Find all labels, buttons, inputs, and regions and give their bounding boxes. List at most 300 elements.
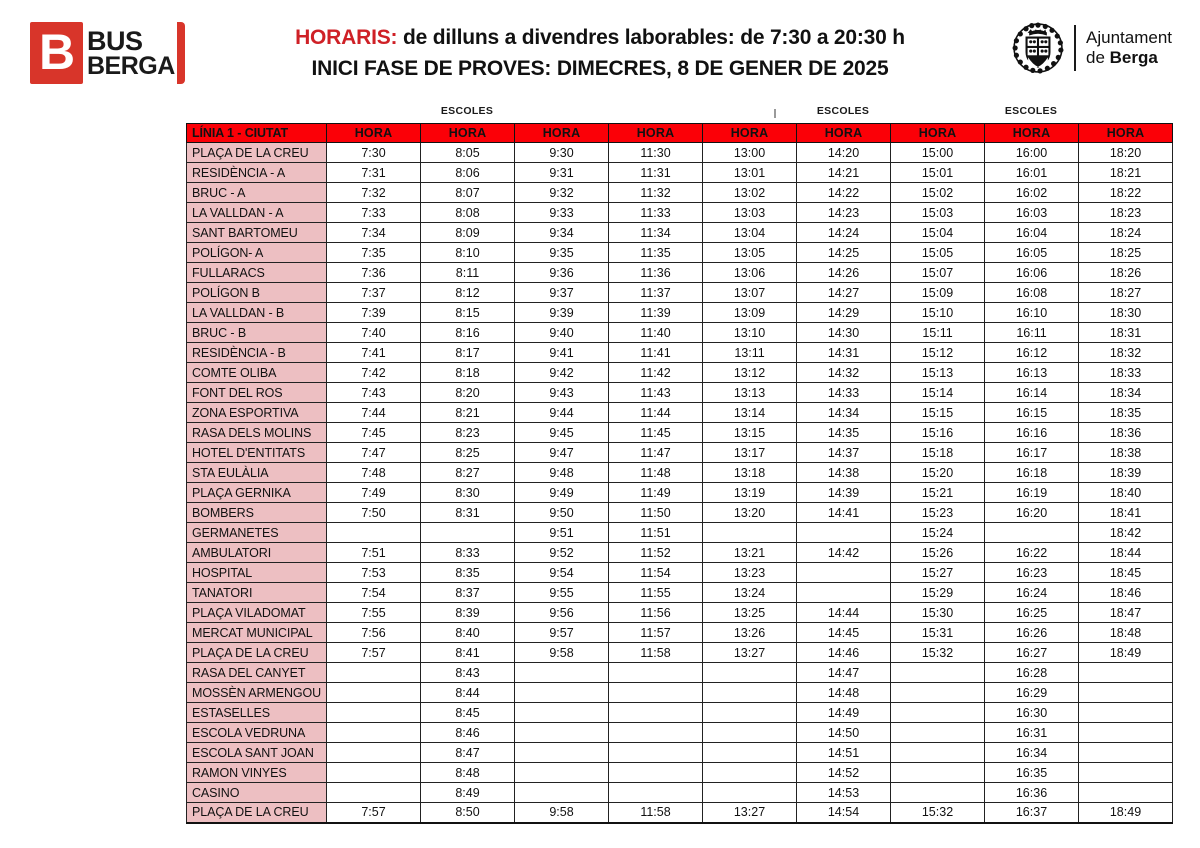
time-cell	[891, 683, 985, 703]
time-cell: 14:42	[797, 543, 891, 563]
table-row	[187, 363, 1173, 383]
time-cell: 14:38	[797, 463, 891, 483]
time-cell: 18:49	[1079, 643, 1173, 663]
column-header-hora-3: HORA	[515, 124, 609, 143]
table-row	[187, 603, 1173, 623]
time-cell: 18:20	[1079, 143, 1173, 163]
table-row	[187, 703, 1173, 723]
time-cell: 9:48	[515, 463, 609, 483]
time-cell: 7:31	[327, 163, 421, 183]
time-cell: 7:34	[327, 223, 421, 243]
time-cell: 8:15	[421, 303, 515, 323]
time-cell	[891, 763, 985, 783]
time-cell: 15:32	[891, 803, 985, 823]
table-row	[187, 423, 1173, 443]
time-cell: 15:23	[891, 503, 985, 523]
table-row	[187, 443, 1173, 463]
stop-name-cell: AMBULATORI	[187, 543, 327, 563]
timetable-header-row	[187, 124, 1173, 143]
table-row	[187, 403, 1173, 423]
table-row	[187, 183, 1173, 203]
time-cell: 18:49	[1079, 803, 1173, 823]
time-cell: 9:37	[515, 283, 609, 303]
time-cell: 11:36	[609, 263, 703, 283]
time-cell: 14:49	[797, 703, 891, 723]
time-cell: 18:34	[1079, 383, 1173, 403]
time-cell: 15:14	[891, 383, 985, 403]
table-row	[187, 263, 1173, 283]
time-cell	[1079, 763, 1173, 783]
time-cell: 11:35	[609, 243, 703, 263]
time-cell: 7:36	[327, 263, 421, 283]
time-cell: 15:30	[891, 603, 985, 623]
time-cell	[703, 683, 797, 703]
time-cell: 14:53	[797, 783, 891, 803]
time-cell: 8:44	[421, 683, 515, 703]
time-cell: 13:10	[703, 323, 797, 343]
time-cell: 16:05	[985, 243, 1079, 263]
time-cell: 11:33	[609, 203, 703, 223]
time-cell: 11:56	[609, 603, 703, 623]
time-cell: 11:57	[609, 623, 703, 643]
logo-b-square	[30, 22, 83, 84]
ajuntament-berga: Berga	[1109, 48, 1158, 67]
time-cell: 13:09	[703, 303, 797, 323]
time-cell: 9:39	[515, 303, 609, 323]
time-cell: 15:32	[891, 643, 985, 663]
table-row	[187, 743, 1173, 763]
time-cell: 14:54	[797, 803, 891, 823]
time-cell: 8:18	[421, 363, 515, 383]
table-row	[187, 343, 1173, 363]
berga-crest-icon	[1012, 22, 1064, 74]
time-cell: 9:41	[515, 343, 609, 363]
time-cell: 11:55	[609, 583, 703, 603]
time-cell: 16:27	[985, 643, 1079, 663]
stop-name-cell: PLAÇA DE LA CREU	[187, 643, 327, 663]
time-cell: 13:02	[703, 183, 797, 203]
stop-name-cell: RASA DELS MOLINS	[187, 423, 327, 443]
time-cell	[1079, 663, 1173, 683]
time-cell: 15:15	[891, 403, 985, 423]
time-cell	[703, 743, 797, 763]
time-cell: 13:20	[703, 503, 797, 523]
stop-name-cell: MOSSÈN ARMENGOU	[187, 683, 327, 703]
time-cell: 15:02	[891, 183, 985, 203]
time-cell: 15:21	[891, 483, 985, 503]
time-cell: 14:34	[797, 403, 891, 423]
time-cell	[515, 783, 609, 803]
table-row	[187, 683, 1173, 703]
time-cell	[515, 723, 609, 743]
time-cell: 7:57	[327, 643, 421, 663]
time-cell: 16:36	[985, 783, 1079, 803]
time-cell: 18:44	[1079, 543, 1173, 563]
time-cell: 18:40	[1079, 483, 1173, 503]
time-cell: 13:23	[703, 563, 797, 583]
time-cell: 14:22	[797, 183, 891, 203]
time-cell	[609, 663, 703, 683]
time-cell	[891, 703, 985, 723]
logo-word-bus: BUS	[86, 25, 143, 56]
timetable-body	[187, 143, 1173, 823]
table-row	[187, 783, 1173, 803]
time-cell	[1079, 783, 1173, 803]
table-row	[187, 283, 1173, 303]
time-cell: 16:28	[985, 663, 1079, 683]
time-cell: 15:27	[891, 563, 985, 583]
table-row	[187, 323, 1173, 343]
time-cell: 9:32	[515, 183, 609, 203]
table-row	[187, 203, 1173, 223]
time-cell: 15:29	[891, 583, 985, 603]
stop-name-cell: ESCOLA SANT JOAN	[187, 743, 327, 763]
column-header-hora-9: HORA	[1079, 124, 1173, 143]
time-cell: 16:34	[985, 743, 1079, 763]
table-row	[187, 623, 1173, 643]
column-header-line: LÍNIA 1 - CIUTAT	[187, 124, 327, 143]
time-cell: 11:43	[609, 383, 703, 403]
time-cell: 14:29	[797, 303, 891, 323]
stop-name-cell: RASA DEL CANYET	[187, 663, 327, 683]
time-cell: 8:31	[421, 503, 515, 523]
time-cell: 8:50	[421, 803, 515, 823]
time-cell: 11:44	[609, 403, 703, 423]
time-cell: 13:25	[703, 603, 797, 623]
time-cell: 7:44	[327, 403, 421, 423]
time-cell: 14:45	[797, 623, 891, 643]
time-cell: 8:11	[421, 263, 515, 283]
column-header-hora-5: HORA	[703, 124, 797, 143]
time-cell: 16:08	[985, 283, 1079, 303]
time-cell: 9:47	[515, 443, 609, 463]
time-cell: 15:07	[891, 263, 985, 283]
time-cell: 16:30	[985, 703, 1079, 723]
time-cell: 18:35	[1079, 403, 1173, 423]
escoles-label: ESCOLES	[816, 105, 870, 117]
time-cell: 16:26	[985, 623, 1079, 643]
time-cell	[703, 723, 797, 743]
time-cell	[327, 523, 421, 543]
stop-name-cell: PLAÇA DE LA CREU	[187, 143, 327, 163]
time-cell: 7:42	[327, 363, 421, 383]
time-cell: 7:48	[327, 463, 421, 483]
time-cell: 11:42	[609, 363, 703, 383]
time-cell: 9:36	[515, 263, 609, 283]
time-cell: 8:47	[421, 743, 515, 763]
time-cell: 9:58	[515, 643, 609, 663]
time-cell: 11:49	[609, 483, 703, 503]
time-cell: 7:55	[327, 603, 421, 623]
time-cell: 18:22	[1079, 183, 1173, 203]
logo-wordmark	[83, 22, 175, 84]
stop-name-cell: GERMANETES	[187, 523, 327, 543]
time-cell: 11:30	[609, 143, 703, 163]
table-row	[187, 663, 1173, 683]
time-cell: 7:41	[327, 343, 421, 363]
time-cell	[327, 683, 421, 703]
time-cell: 16:29	[985, 683, 1079, 703]
time-cell: 18:41	[1079, 503, 1173, 523]
time-cell: 18:46	[1079, 583, 1173, 603]
time-cell: 9:58	[515, 803, 609, 823]
time-cell	[515, 703, 609, 723]
time-cell: 8:10	[421, 243, 515, 263]
time-cell	[327, 703, 421, 723]
column-header-hora-8: HORA	[985, 124, 1079, 143]
escoles-label: ESCOLES	[1004, 105, 1058, 117]
time-cell: 16:06	[985, 263, 1079, 283]
time-cell: 7:30	[327, 143, 421, 163]
time-cell: 15:11	[891, 323, 985, 343]
time-cell: 16:24	[985, 583, 1079, 603]
time-cell: 16:12	[985, 343, 1079, 363]
time-cell: 9:40	[515, 323, 609, 343]
title-highlight: HORARIS:	[295, 26, 398, 49]
table-row	[187, 563, 1173, 583]
time-cell	[609, 683, 703, 703]
time-cell: 14:47	[797, 663, 891, 683]
time-cell: 18:48	[1079, 623, 1173, 643]
time-cell: 15:05	[891, 243, 985, 263]
time-cell: 14:26	[797, 263, 891, 283]
time-cell: 14:30	[797, 323, 891, 343]
time-cell	[327, 763, 421, 783]
time-cell: 14:44	[797, 603, 891, 623]
time-cell: 13:24	[703, 583, 797, 603]
time-cell: 18:27	[1079, 283, 1173, 303]
time-cell: 14:32	[797, 363, 891, 383]
time-cell: 14:20	[797, 143, 891, 163]
time-cell: 13:15	[703, 423, 797, 443]
time-cell: 14:23	[797, 203, 891, 223]
time-cell	[797, 563, 891, 583]
time-cell: 13:18	[703, 463, 797, 483]
time-cell: 18:23	[1079, 203, 1173, 223]
time-cell: 7:53	[327, 563, 421, 583]
table-row	[187, 803, 1173, 823]
stop-name-cell: POLÍGON B	[187, 283, 327, 303]
stop-name-cell: TANATORI	[187, 583, 327, 603]
time-cell: 9:54	[515, 563, 609, 583]
logo-red-bar	[177, 22, 185, 84]
time-cell: 7:51	[327, 543, 421, 563]
time-cell: 8:16	[421, 323, 515, 343]
ajuntament-de: de	[1086, 48, 1110, 67]
time-cell: 8:20	[421, 383, 515, 403]
time-cell: 16:16	[985, 423, 1079, 443]
time-cell: 8:37	[421, 583, 515, 603]
time-cell: 16:15	[985, 403, 1079, 423]
time-cell: 14:21	[797, 163, 891, 183]
time-cell: 8:25	[421, 443, 515, 463]
stop-name-cell: PLAÇA DE LA CREU	[187, 803, 327, 823]
time-cell	[515, 663, 609, 683]
time-cell	[703, 663, 797, 683]
time-cell: 16:14	[985, 383, 1079, 403]
time-cell: 14:37	[797, 443, 891, 463]
time-cell: 8:43	[421, 663, 515, 683]
time-cell: 11:52	[609, 543, 703, 563]
time-cell: 15:18	[891, 443, 985, 463]
column-header-hora-6: HORA	[797, 124, 891, 143]
column-header-hora-7: HORA	[891, 124, 985, 143]
time-cell: 16:18	[985, 463, 1079, 483]
time-cell: 18:38	[1079, 443, 1173, 463]
ajuntament-line1: Ajuntament	[1086, 27, 1172, 47]
time-cell: 7:32	[327, 183, 421, 203]
time-cell	[703, 523, 797, 543]
time-cell: 7:49	[327, 483, 421, 503]
page-header	[0, 0, 1200, 100]
time-cell: 9:56	[515, 603, 609, 623]
time-cell: 8:27	[421, 463, 515, 483]
time-cell: 11:34	[609, 223, 703, 243]
time-cell: 8:40	[421, 623, 515, 643]
table-row	[187, 223, 1173, 243]
time-cell: 9:55	[515, 583, 609, 603]
time-cell	[1079, 703, 1173, 723]
time-cell: 11:50	[609, 503, 703, 523]
time-cell: 8:39	[421, 603, 515, 623]
time-cell: 7:45	[327, 423, 421, 443]
time-cell: 7:40	[327, 323, 421, 343]
stop-name-cell: LA VALLDAN - B	[187, 303, 327, 323]
time-cell: 11:45	[609, 423, 703, 443]
time-cell: 15:03	[891, 203, 985, 223]
time-cell: 15:31	[891, 623, 985, 643]
time-cell	[985, 523, 1079, 543]
table-row	[187, 763, 1173, 783]
time-cell: 9:44	[515, 403, 609, 423]
time-cell: 13:11	[703, 343, 797, 363]
time-cell: 18:47	[1079, 603, 1173, 623]
stop-name-cell: LA VALLDAN - A	[187, 203, 327, 223]
time-cell	[891, 743, 985, 763]
ajuntament-text	[1086, 28, 1172, 69]
table-row	[187, 643, 1173, 663]
stop-name-cell: SANT BARTOMEU	[187, 223, 327, 243]
time-cell: 16:11	[985, 323, 1079, 343]
time-cell: 7:43	[327, 383, 421, 403]
time-cell: 13:01	[703, 163, 797, 183]
time-cell	[797, 583, 891, 603]
time-cell: 7:47	[327, 443, 421, 463]
time-cell: 13:13	[703, 383, 797, 403]
time-cell: 13:07	[703, 283, 797, 303]
table-row	[187, 383, 1173, 403]
stop-name-cell: BOMBERS	[187, 503, 327, 523]
time-cell: 11:58	[609, 803, 703, 823]
time-cell: 9:33	[515, 203, 609, 223]
time-cell: 9:57	[515, 623, 609, 643]
time-cell: 15:10	[891, 303, 985, 323]
timetable-head	[187, 124, 1173, 143]
time-cell: 13:12	[703, 363, 797, 383]
column-header-hora-1: HORA	[327, 124, 421, 143]
table-row	[187, 723, 1173, 743]
time-cell: 7:37	[327, 283, 421, 303]
time-cell: 16:04	[985, 223, 1079, 243]
time-cell: 11:41	[609, 343, 703, 363]
time-cell: 18:26	[1079, 263, 1173, 283]
time-cell: 11:40	[609, 323, 703, 343]
time-cell: 8:06	[421, 163, 515, 183]
time-cell: 14:52	[797, 763, 891, 783]
time-cell: 11:54	[609, 563, 703, 583]
time-cell: 11:58	[609, 643, 703, 663]
time-cell	[421, 523, 515, 543]
page-subtitle: INICI FASE DE PROVES: DIMECRES, 8 DE GENER DE 2025	[311, 57, 889, 80]
time-cell: 16:13	[985, 363, 1079, 383]
title-block	[200, 26, 1000, 81]
time-cell: 8:30	[421, 483, 515, 503]
time-cell: 7:57	[327, 803, 421, 823]
table-row	[187, 463, 1173, 483]
time-cell: 18:25	[1079, 243, 1173, 263]
stop-name-cell: HOTEL D'ENTITATS	[187, 443, 327, 463]
table-row	[187, 163, 1173, 183]
time-cell	[609, 703, 703, 723]
time-cell: 11:39	[609, 303, 703, 323]
time-cell	[327, 663, 421, 683]
time-cell: 13:00	[703, 143, 797, 163]
time-cell: 15:13	[891, 363, 985, 383]
stop-name-cell: BRUC - B	[187, 323, 327, 343]
time-cell: 13:03	[703, 203, 797, 223]
time-cell	[1079, 743, 1173, 763]
stop-name-cell: POLÍGON- A	[187, 243, 327, 263]
time-cell: 14:39	[797, 483, 891, 503]
time-cell: 9:34	[515, 223, 609, 243]
time-cell: 8:46	[421, 723, 515, 743]
time-cell: 18:39	[1079, 463, 1173, 483]
time-cell: 9:30	[515, 143, 609, 163]
time-cell	[609, 783, 703, 803]
time-cell	[891, 723, 985, 743]
time-cell: 14:46	[797, 643, 891, 663]
time-cell: 8:48	[421, 763, 515, 783]
time-cell: 15:16	[891, 423, 985, 443]
time-cell: 15:26	[891, 543, 985, 563]
time-cell: 9:45	[515, 423, 609, 443]
time-cell: 14:24	[797, 223, 891, 243]
time-cell: 11:47	[609, 443, 703, 463]
table-row	[187, 523, 1173, 543]
time-cell: 13:27	[703, 803, 797, 823]
time-cell: 18:31	[1079, 323, 1173, 343]
stop-name-cell: PLAÇA GERNIKA	[187, 483, 327, 503]
time-cell: 13:17	[703, 443, 797, 463]
ajuntament-logo	[1012, 22, 1172, 74]
logo-word-berga: BERGA	[86, 51, 175, 80]
stop-name-cell: RESIDÈNCIA - B	[187, 343, 327, 363]
time-cell: 9:35	[515, 243, 609, 263]
table-row	[187, 143, 1173, 163]
time-cell: 18:30	[1079, 303, 1173, 323]
time-cell: 14:27	[797, 283, 891, 303]
table-row	[187, 243, 1173, 263]
time-cell: 16:23	[985, 563, 1079, 583]
time-cell	[609, 723, 703, 743]
time-cell: 18:45	[1079, 563, 1173, 583]
time-cell: 8:08	[421, 203, 515, 223]
time-cell	[609, 763, 703, 783]
time-cell: 15:00	[891, 143, 985, 163]
time-cell: 15:01	[891, 163, 985, 183]
table-row	[187, 303, 1173, 323]
escoles-label: ESCOLES	[440, 105, 494, 117]
